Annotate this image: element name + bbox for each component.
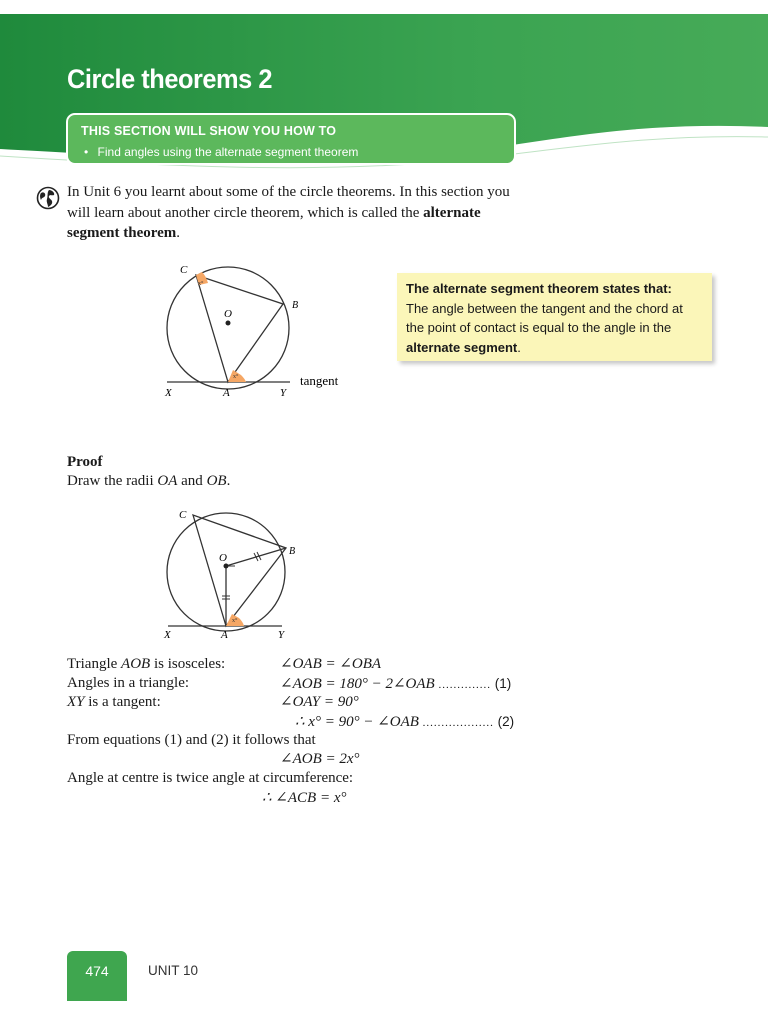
theorem-title: The alternate segment theorem states that: [406, 281, 672, 296]
label-c: C [180, 264, 188, 276]
angle-label-c: x° [198, 281, 204, 287]
objectives-heading: THIS SECTION WILL SHOW YOU HOW TO [81, 124, 337, 138]
working-row-1-math: ∠OAB = ∠OBA [280, 656, 382, 672]
triangle [196, 275, 283, 382]
theorem-text-2: . [517, 339, 521, 355]
label-c: C [179, 509, 187, 521]
centre-dot [226, 321, 231, 326]
label-y: Y [278, 629, 285, 641]
working-row-1-label: Triangle AOB is isosceles: [67, 656, 226, 672]
unit-label: UNIT 10 [148, 963, 199, 978]
working-row-2-math: ∠AOB = 180° − 2∠OAB .............. (1) [280, 676, 512, 692]
centre-dot [224, 564, 229, 569]
circle-diagram-1 [150, 258, 370, 403]
working-row-8-math: ∴ ∠ACB = x° [262, 790, 347, 806]
proof-and: and [177, 473, 207, 489]
label-o: O [219, 552, 227, 564]
intro-text-2: . [176, 225, 181, 241]
page-title: Circle theorems 2 [67, 64, 273, 94]
tangent-label: tangent [300, 373, 339, 388]
label-o: O [224, 308, 232, 320]
label-a: A [221, 629, 228, 641]
label-b: B [289, 546, 296, 557]
label-b: B [292, 300, 299, 311]
working-row-2-label: Angles in a triangle: [67, 675, 190, 691]
circle-diagram-2 [150, 500, 320, 648]
label-x: X [165, 387, 172, 399]
proof-heading: Proof [67, 454, 103, 470]
angle-label-a: x° [232, 618, 238, 624]
intro-paragraph [67, 182, 527, 244]
proof-ob: OB [206, 473, 227, 489]
page-number: 474 [85, 963, 109, 979]
theorem-bold-term: alternate segment [406, 339, 518, 355]
working-row-3-math: ∠OAY = 90° [280, 694, 359, 710]
proof-period: . [226, 473, 231, 489]
proof-oa: OA [157, 473, 178, 489]
working-row-3-label: XY is a tangent: [67, 694, 161, 710]
objective-item [84, 145, 358, 159]
working-row-7-label: Angle at centre is twice angle at circumference: [67, 770, 354, 786]
theorem-text [406, 299, 703, 358]
proof-instruction [67, 473, 230, 490]
label-y: Y [280, 387, 287, 399]
globe-icon [36, 186, 60, 210]
bullet-glyph: • [84, 145, 89, 159]
theorem-callout [397, 273, 712, 361]
proof-text-1: Draw the radii [67, 473, 158, 489]
objective-text: Find angles using the alternate segment theorem [97, 145, 359, 159]
working-row-6-math: ∠AOB = 2x° [280, 751, 360, 767]
angle-label-a: x° [233, 374, 239, 380]
page-number-tab [67, 951, 127, 1001]
working-row-5-label: From equations (1) and (2) it follows that [67, 732, 316, 748]
intro-bold-term: alternate segment theorem [67, 204, 481, 241]
label-x: X [164, 629, 171, 641]
intro-text-1: In Unit 6 you learnt about some of the circle theorems. In this section you will learn about another circle theorem, which is called the [67, 184, 510, 221]
theorem-text-1: The angle between the tangent and the chord at the point of contact is equal to the angle in the [406, 300, 683, 335]
working-row-4-math: ∴ x° = 90° − ∠OAB ................... (2) [295, 714, 515, 730]
label-a: A [223, 387, 230, 399]
objectives-box [66, 113, 516, 165]
